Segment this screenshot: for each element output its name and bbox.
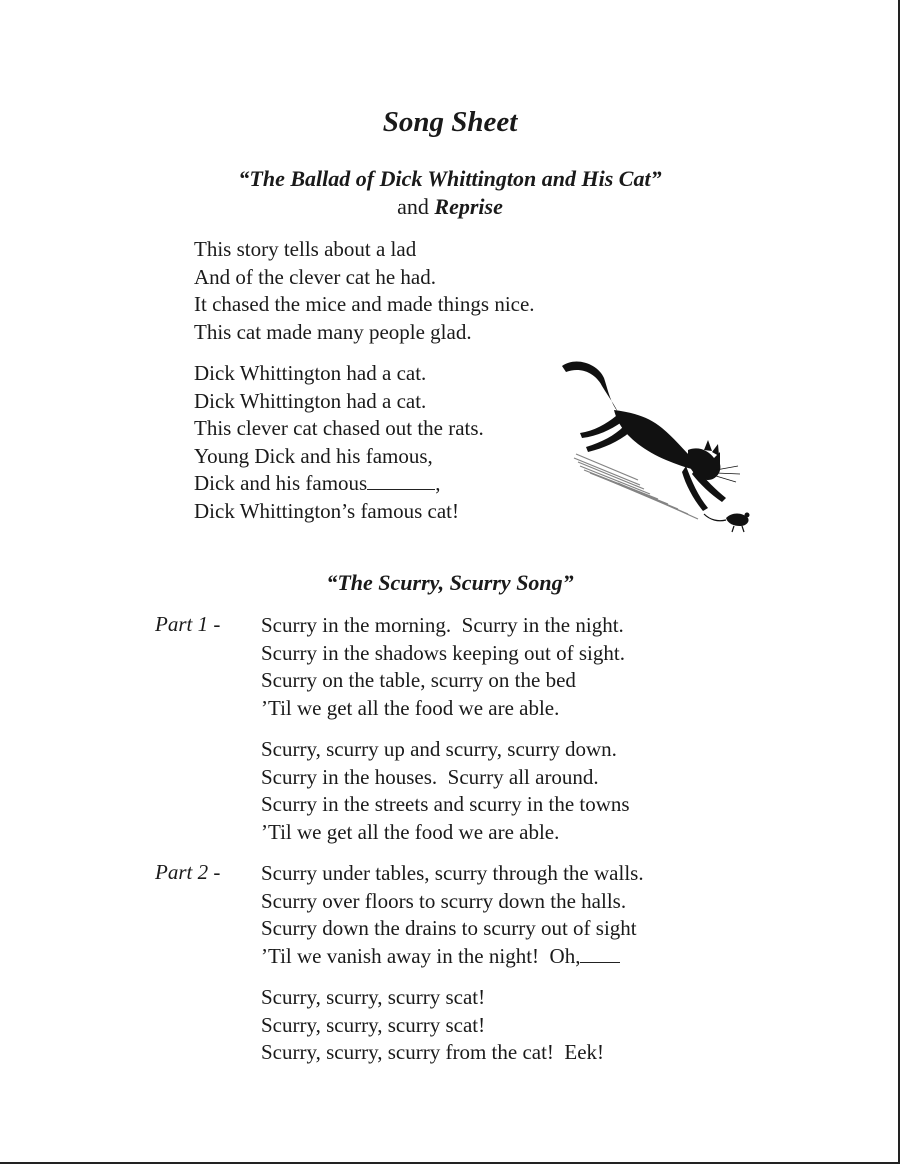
song2-title: “The Scurry, Scurry Song”	[326, 570, 574, 595]
song1-stanza-2	[194, 360, 484, 525]
lyric-line-with-blank	[261, 943, 644, 971]
lyric-line: Scurry down the drains to scurry out of sight	[261, 916, 637, 940]
page-title: Song Sheet	[382, 106, 518, 138]
lyric-line: Scurry under tables, scurry through the walls.	[261, 861, 644, 885]
lyric-line: Young Dick and his famous,	[194, 443, 433, 468]
lyric-line: Scurry in the morning. Scurry in the night.	[261, 613, 624, 637]
lyric-text: ’Til we vanish away in the night! Oh,	[261, 943, 581, 968]
lyric-line: Scurry, scurry, scurry from the cat! Eek!	[261, 1040, 605, 1064]
lyric-line: Dick Whittington’s famous cat!	[194, 498, 459, 523]
subtitle-and: and	[397, 194, 429, 219]
leaping-cat-chasing-mouse-icon	[558, 352, 758, 542]
lyric-line: Scurry, scurry up and scurry, scurry down.	[261, 737, 617, 761]
lyric-line: It chased the mice and made things nice.	[194, 292, 535, 316]
part-2-label: Part 2 -	[155, 860, 221, 884]
lyric-line: Scurry in the shadows keeping out of sight.	[261, 640, 625, 665]
lyric-line: Dick Whittington had a cat.	[194, 361, 427, 385]
lyric-text: Dick and his famous	[194, 471, 368, 495]
subtitle-reprise: Reprise	[434, 194, 503, 219]
lyric-line-with-blank	[194, 470, 484, 498]
lyric-line: This clever cat chased out the rats.	[194, 416, 484, 440]
song1-title: “The Ballad of Dick Whittington and His Cat”	[238, 166, 662, 191]
song1-subtitle	[0, 194, 900, 220]
lyric-line: And of the clever cat he had.	[194, 264, 436, 289]
part2-stanza-1	[261, 860, 644, 970]
lyric-line: This story tells about a lad	[194, 237, 417, 261]
part-1-label: Part 1 -	[155, 612, 221, 636]
lyric-line: Scurry, scurry, scurry scat!	[261, 985, 486, 1009]
lyric-line: Dick Whittington had a cat.	[194, 388, 427, 413]
lyric-line: Scurry in the houses. Scurry all around.	[261, 764, 599, 789]
lyric-line: ’Til we get all the food we are able.	[261, 819, 560, 844]
song1-stanza-1	[194, 236, 535, 346]
lyric-line: Scurry over floors to scurry down the halls.	[261, 888, 627, 913]
lyric-text: ,	[435, 471, 441, 495]
part1-stanza-2	[261, 736, 630, 846]
lyric-line: Scurry in the streets and scurry in the towns	[261, 792, 630, 816]
fill-in-blank	[580, 948, 620, 963]
part1-stanza-1	[261, 612, 625, 722]
lyric-line: Scurry on the table, scurry on the bed	[261, 668, 576, 692]
part2-stanza-2	[261, 984, 604, 1067]
fill-in-blank	[367, 475, 435, 490]
lyric-line: Scurry, scurry, scurry scat!	[261, 1012, 486, 1037]
lyric-line: ’Til we get all the food we are able.	[261, 695, 560, 720]
lyric-line: This cat made many people glad.	[194, 319, 472, 344]
